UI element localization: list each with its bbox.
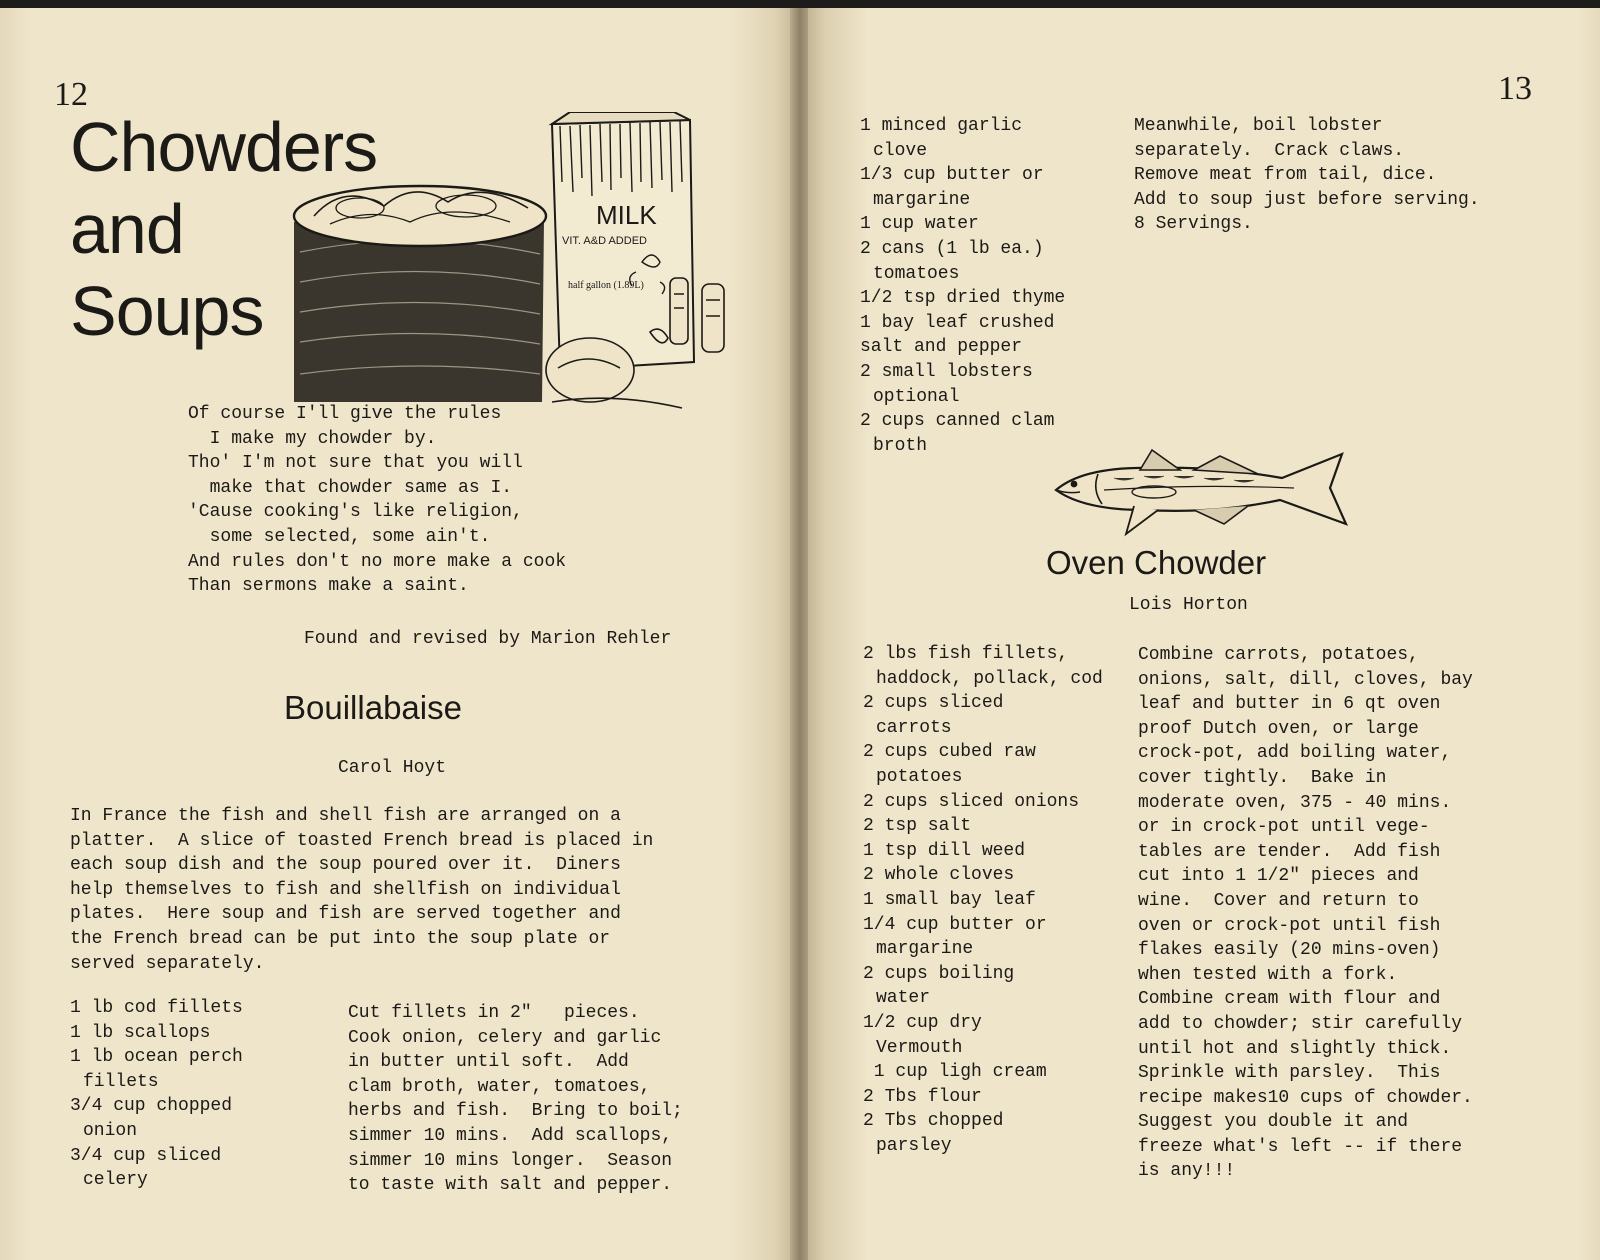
recipe-title: Bouillabaise <box>284 689 462 726</box>
recipe-intro: In France the fish and shell fish are arranged on a platter. A slice of toasted French bread is placed in each soup dish and the soup poured over it. Diners help themselves to fish and shellfish on individual plates. Here soup and fish are served together and the French bread can be put into the soup plate or served separately. <box>70 806 654 974</box>
ingredient: 2 cups canned clam broth <box>860 411 1055 456</box>
poem-line: make that chowder same as I. <box>188 477 513 498</box>
milk-label: MILK <box>596 200 657 230</box>
recipe-directions: Cut fillets in 2" pieces. Cook onion, celery and garlic in butter until soft. Add clam broth, water, tomatoes, herbs and fish. Bring to boil; simmer 10 mins. Add scallops, simmer 10 mins longer. Season to taste with salt and pepper. <box>348 1003 683 1196</box>
left-page <box>0 8 792 1260</box>
carton-size-label: half gallon (1.89L) <box>568 280 644 291</box>
ingredient: 3/4 cup sliced celery <box>70 1145 222 1191</box>
recipe-author: Carol Hoyt <box>338 758 447 778</box>
ingredient: 2 Tbs flour <box>863 1086 982 1107</box>
ingredient: 1 lb scallops <box>70 1022 211 1043</box>
ingredient: 1 small bay leaf <box>863 889 1036 910</box>
book-gutter <box>790 8 810 1260</box>
poem-line: Than sermons make a saint. <box>188 576 469 597</box>
ingredient: 1 bay leaf crushed <box>860 312 1055 333</box>
ingredient: 1/4 cup butter or margarine <box>863 914 1047 960</box>
ingredient: 1 lb cod fillets <box>70 998 243 1018</box>
ingredient: 3/4 cup chopped onion <box>70 1096 233 1141</box>
recipe-title: Oven Chowder <box>1046 544 1267 581</box>
page-number: 12 <box>54 76 88 113</box>
chowder-pot-and-milk-carton-illustration <box>290 112 740 412</box>
ingredient: 2 cups boiling water <box>863 963 1015 1009</box>
ingredient-list <box>863 642 1113 1158</box>
ingredient: 1 tsp dill weed <box>863 840 1026 861</box>
page-number: 13 <box>1498 70 1532 107</box>
poem-line: Of course I'll give the rules <box>188 404 502 424</box>
fish-illustration <box>1044 444 1354 540</box>
recipe-author: Lois Horton <box>1129 595 1248 615</box>
poem-line: I make my chowder by. <box>188 428 437 449</box>
ingredient: salt and pepper <box>860 337 1023 358</box>
ingredient: 1/2 tsp dried thyme <box>860 288 1066 309</box>
continued-directions: Meanwhile, boil lobster separately. Crack claws. Remove meat from tail, dice. Add to soup just before serving. 8 Servings. <box>1134 116 1480 235</box>
recipe-directions: Combine carrots, potatoes, onions, salt, dill, cloves, bay leaf and butter in 6 qt oven proof Dutch oven, or large crock-pot, add boiling water, cover tightly. Bake in moderate oven, 375 - 40 mins. or in crock-pot until vege- tables are tender. Add fish cut into 1 1/2" pieces and wine. Cover and return to oven or crock-pot until fish flakes easily (20 mins-oven) when tested with a fork. Combine cream with flour and add to chowder; stir carefully until hot and slightly thick. Sprinkle with parsley. This recipe makes10 cups of chowder. Suggest you double it and freeze what's left -- if there is any!!! <box>1138 645 1473 1182</box>
right-page <box>808 8 1600 1260</box>
poem-line: 'Cause cooking's like religion, <box>188 502 523 523</box>
ingredient: 2 whole cloves <box>863 865 1015 886</box>
poem-credit: Found and revised by Marion Rehler <box>304 629 672 649</box>
section-title-line: Chowders <box>70 108 378 186</box>
chowder-pot-icon <box>294 186 546 402</box>
ingredient-list <box>70 996 310 1193</box>
ingredient: 2 small lobsters optional <box>860 361 1033 407</box>
ingredient: 2 cans (1 lb ea.) tomatoes <box>860 238 1044 284</box>
ingredient: 1 cup ligh cream <box>863 1062 1047 1083</box>
poem-line: Tho' I'm not sure that you will <box>188 453 523 474</box>
ingredient: 1 minced garlic clove <box>860 116 1023 161</box>
ingredient: 2 lbs fish fillets, haddock, pollack, cod <box>863 644 1103 689</box>
ingredient: 2 cups sliced onions <box>863 791 1080 812</box>
ingredient: 2 tsp salt <box>863 816 972 837</box>
continued-ingredient-list <box>860 114 1090 458</box>
vitamin-label: VIT. A&D ADDED <box>562 235 647 247</box>
ingredient: 1 lb ocean perch fillets <box>70 1047 243 1092</box>
ingredient: 2 cups sliced carrots <box>863 693 1004 738</box>
ingredient: 2 Tbs chopped parsley <box>863 1111 1004 1156</box>
poem <box>188 402 566 599</box>
section-title-line: Soups <box>70 272 264 350</box>
ingredient: 1 cup water <box>860 214 979 235</box>
ingredient: 1/2 cup dry Vermouth <box>863 1012 982 1058</box>
poem-line: And rules don't no more make a cook <box>188 551 567 572</box>
ingredient: 2 cups cubed raw potatoes <box>863 742 1036 787</box>
ingredient: 1/3 cup butter or margarine <box>860 165 1044 210</box>
section-title-line: and <box>70 190 184 268</box>
poem-line: some selected, some ain't. <box>188 526 491 547</box>
